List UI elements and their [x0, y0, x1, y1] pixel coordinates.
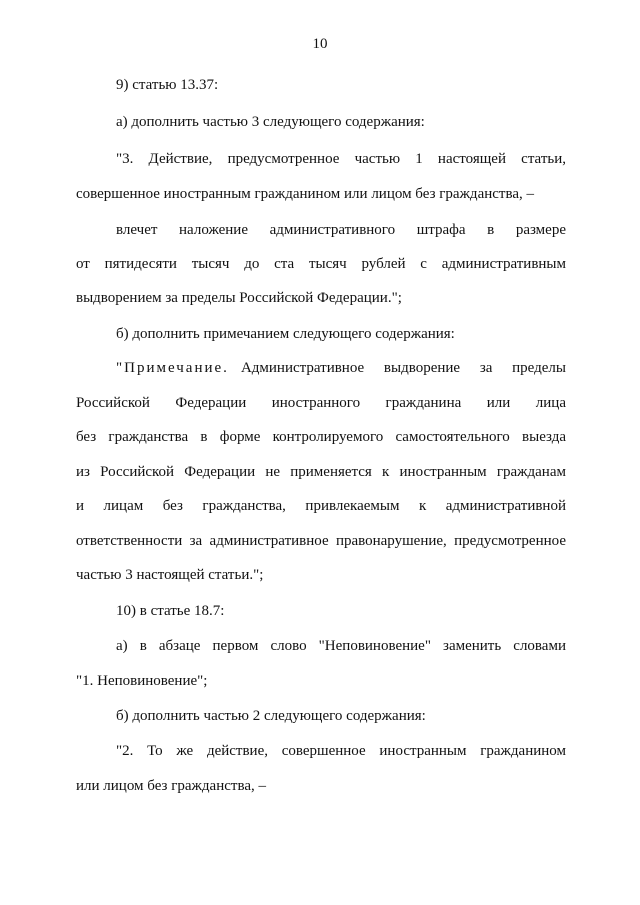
paragraph-line: или лицом без гражданства, – — [76, 778, 266, 794]
note-label: "Примечание. — [116, 360, 229, 376]
subitem-a-heading: а) дополнить частью 3 следующего содержания: — [116, 114, 425, 130]
item-9-heading: 9) статью 13.37: — [116, 77, 219, 93]
paragraph-line: а) в абзаце первом слово "Неповиновение" заменить словами — [116, 638, 566, 654]
paragraph-line: и лицам без гражданства, привлекаемым к административной — [76, 498, 566, 514]
subitem-b-heading: б) дополнить примечанием следующего содержания: — [116, 326, 455, 342]
paragraph-line: "1. Неповиновение"; — [76, 673, 208, 689]
paragraph-line: "3. Действие, предусмотренное частью 1 настоящей статьи, — [116, 151, 566, 167]
item-10-heading: 10) в статье 18.7: — [116, 603, 225, 619]
note-text: Административное выдворение за пределы — [240, 360, 566, 376]
page-number: 10 — [312, 36, 328, 52]
paragraph-line: влечет наложение административного штрафа в размере — [116, 222, 566, 238]
paragraph-line: от пятидесяти тысяч до ста тысяч рублей с административным — [76, 256, 566, 272]
paragraph-line: совершенное иностранным гражданином или лицом без гражданства, – — [76, 186, 535, 202]
paragraph-line: Российской Федерации иностранного гражданина или лица — [76, 395, 566, 411]
paragraph-line: без гражданства в форме контролируемого самостоятельного выезда — [76, 429, 566, 445]
paragraph-line: ответственности за административное правонарушение, предусмотренное — [76, 533, 566, 549]
paragraph-line: "2. То же действие, совершенное иностранным гражданином — [116, 743, 566, 759]
paragraph-line: из Российской Федерации не применяется к иностранным гражданам — [76, 464, 566, 480]
note-first-line — [116, 358, 566, 378]
paragraph-line: выдворением за пределы Российской Федерации."; — [76, 290, 402, 306]
subitem-b-heading: б) дополнить частью 2 следующего содержания: — [116, 708, 426, 724]
paragraph-line: частью 3 настоящей статьи."; — [76, 567, 264, 583]
